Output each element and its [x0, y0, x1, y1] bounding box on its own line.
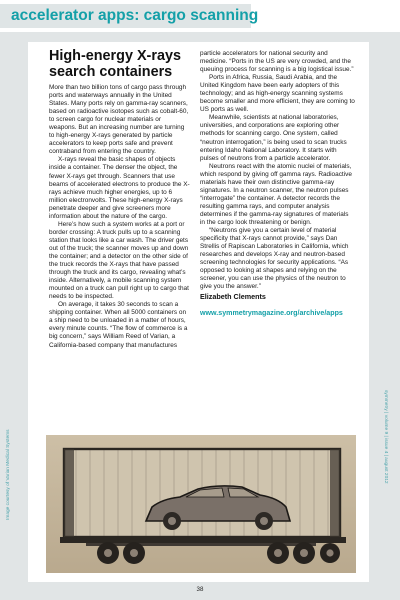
- article-column-right: [200, 50, 355, 318]
- paragraph: More than two billion tons of cargo pass through ports and waterways annually in the United States. Many ports rely on gamma-ray scanners, based on radioactive isotopes such as cobalt-60, to screen cargo for nuclear materials or weapons. But an increasing number are turning to high-energy X-rays generated by particle accelerators to keep ports safe and prevent contraband from entering the country.: [49, 84, 189, 156]
- paragraph: Neutrons react with the atomic nuclei of materials, which respond by giving off gamma rays. Radioactive materials have their own distinctive gamma-ray signatures. In a neutron scanner, the neutron pulses “interrogate” the container. A detector records the resulting gamma rays, and computer analysis determines if the gamma-ray signatures of materials in the cargo look threatening or benign.: [200, 162, 352, 226]
- xray-truck-image: [46, 435, 356, 573]
- article-column-left: [49, 84, 190, 350]
- image-credit: Image courtesy of Varian Medical Systems: [6, 429, 11, 520]
- article-title: High-energy X-rays search containers: [49, 48, 181, 80]
- paragraph: Meanwhile, scientists at national laboratories, universities, and corporations are exploring other methods for scanning cargo. One system, called “neutron interrogation,” is being used to scan trucks entering Idaho National Laboratory. It starts with pulses of neutrons from a particle accelerator.: [200, 114, 347, 162]
- issue-info: symmetry | volume 9 | issue 4 | august 2012: [383, 390, 388, 484]
- paragraph: particle accelerators for national security and medicine. “Ports in the US are very crowded, and the queuing process for scanning is a big logistical issue.”: [200, 50, 354, 74]
- xray-scan-illustration: [46, 435, 356, 573]
- author-byline: Elizabeth Clements: [200, 292, 266, 302]
- paragraph: On average, it takes 30 seconds to scan a shipping container. When all 5000 containers on a ship need to be unloaded in a matter of hours, every minute counts. “The flow of commerce is a big concern,” says William Reed of Varian, a California-based company that manufactures: [49, 301, 188, 349]
- paragraph: Ports in Africa, Russia, Saudi Arabia, and the United Kingdom have been early adopters of this technology; and as high-energy scanning systems become smaller and more efficient, they are coming to US ports as well.: [200, 74, 355, 114]
- header-bar: [0, 0, 400, 32]
- paragraph: “Neutrons give you a certain level of material specificity that X-rays cannot provide,” says Dan Strellis of Rapiscan Laboratories in California, which researches and develops X-ray and neutron-based screening technologies for security applications. “As opposed to looking at shapes and relying on the screener, you can use the physics of the neutron to give you the answer.”: [200, 227, 349, 291]
- paragraph: Here’s how such a system works at a port or border crossing: A truck pulls up to a scanning station that looks like a car wash. The driver gets out of the truck; the scanner moves up and down the container; and a detector on the other side of the truck records the X-rays that have passed through the truck and its cargo, revealing what’s inside. Alternatively, a mobile scanning system mounted on a truck can pull right up to cargo that needs to be inspected.: [49, 220, 189, 301]
- paragraph: X-rays reveal the basic shapes of objects inside a container. The denser the object, the fewer X-rays get through. Scanners that use beams of accelerated electrons to produce the X-rays achieve much higher energies, up to 6 million electronvolts. These high-energy X-rays penetrate deeper and give screeners more information about the nature of the cargo.: [49, 156, 190, 220]
- archive-link[interactable]: www.symmetrymagazine.org/archive/apps: [200, 309, 343, 318]
- section-tag: accelerator apps: cargo scanning: [0, 4, 251, 28]
- page-number: 38: [196, 586, 204, 593]
